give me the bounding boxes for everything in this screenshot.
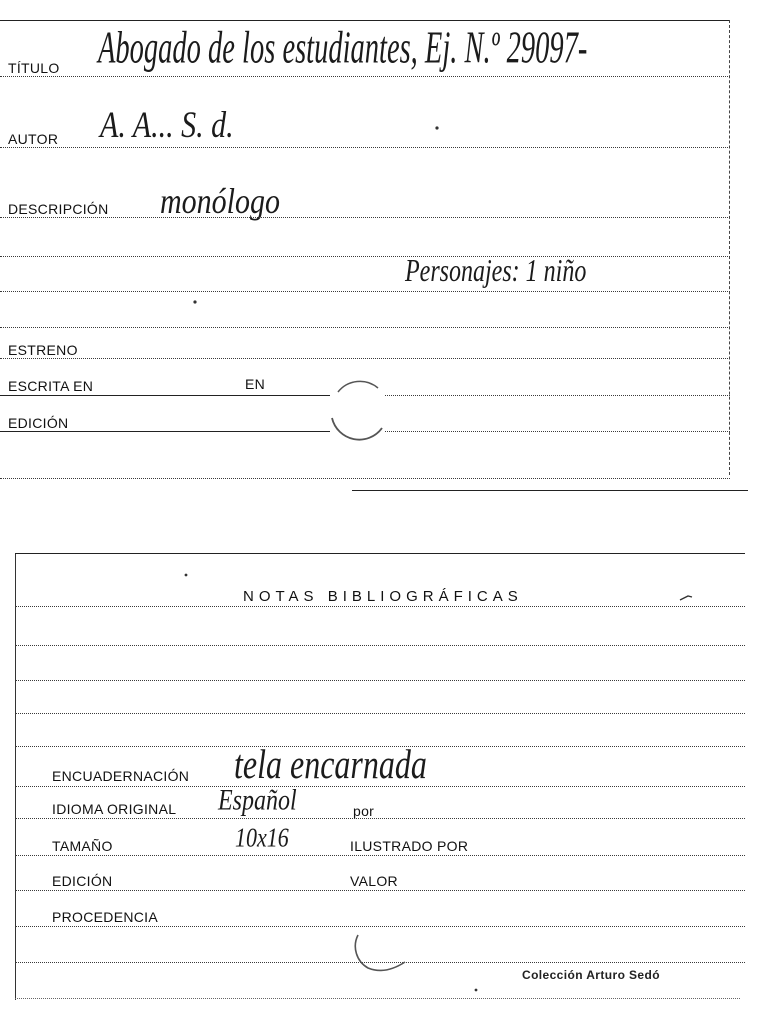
ilustrado-por-label: ILUSTRADO POR [350, 838, 469, 854]
collection-stamp: Colección Arturo Sedó [522, 968, 660, 982]
ruled-line [15, 962, 745, 963]
por-label: por [353, 803, 375, 819]
idioma-original-label: IDIOMA ORIGINAL [52, 801, 177, 817]
titulo-value: Abogado de los estudiantes, Ej. N.º 29097- [98, 23, 588, 73]
idioma-original-rule [15, 818, 745, 819]
ruled-line [15, 998, 740, 999]
estreno-label: ESTRENO [8, 342, 78, 358]
ruled-line [15, 713, 745, 714]
descripcion-value: monólogo [160, 182, 280, 222]
tamano-rule [15, 855, 745, 856]
edicion-label: EDICIÓN [52, 873, 113, 889]
encuadernacion-value: tela encarnada [234, 740, 427, 788]
procedencia-rule [15, 926, 745, 927]
escrita-en-label: ESCRITA EN [8, 378, 94, 394]
descripcion-label: DESCRIPCIÓN [8, 201, 109, 217]
ruled-line [15, 680, 745, 681]
card-left-border [15, 553, 16, 1000]
encuadernacion-label: ENCUADERNACIÓN [52, 768, 190, 784]
edicion-label: EDICIÓN [8, 415, 69, 431]
tamano-value: 10x16 [235, 821, 289, 853]
valor-label: VALOR [350, 873, 398, 889]
escrita-en-en-label: EN [245, 376, 266, 392]
edicion-rule [15, 890, 745, 891]
idioma-original-value: Español [218, 784, 297, 817]
encuadernacion-rule [15, 786, 745, 787]
notas-heading: NOTAS BIBLIOGRÁFICAS [243, 588, 523, 605]
autor-label: AUTOR [8, 131, 59, 147]
procedencia-label: PROCEDENCIA [52, 909, 158, 925]
tamano-label: TAMAÑO [52, 838, 113, 854]
titulo-label: TÍTULO [8, 60, 60, 76]
ruled-line [15, 645, 745, 646]
autor-value: A. A... S. d. [100, 104, 234, 146]
descripcion-note: Personajes: 1 niño [405, 254, 587, 289]
card-top-border [15, 553, 745, 554]
ruled-line [15, 606, 745, 607]
